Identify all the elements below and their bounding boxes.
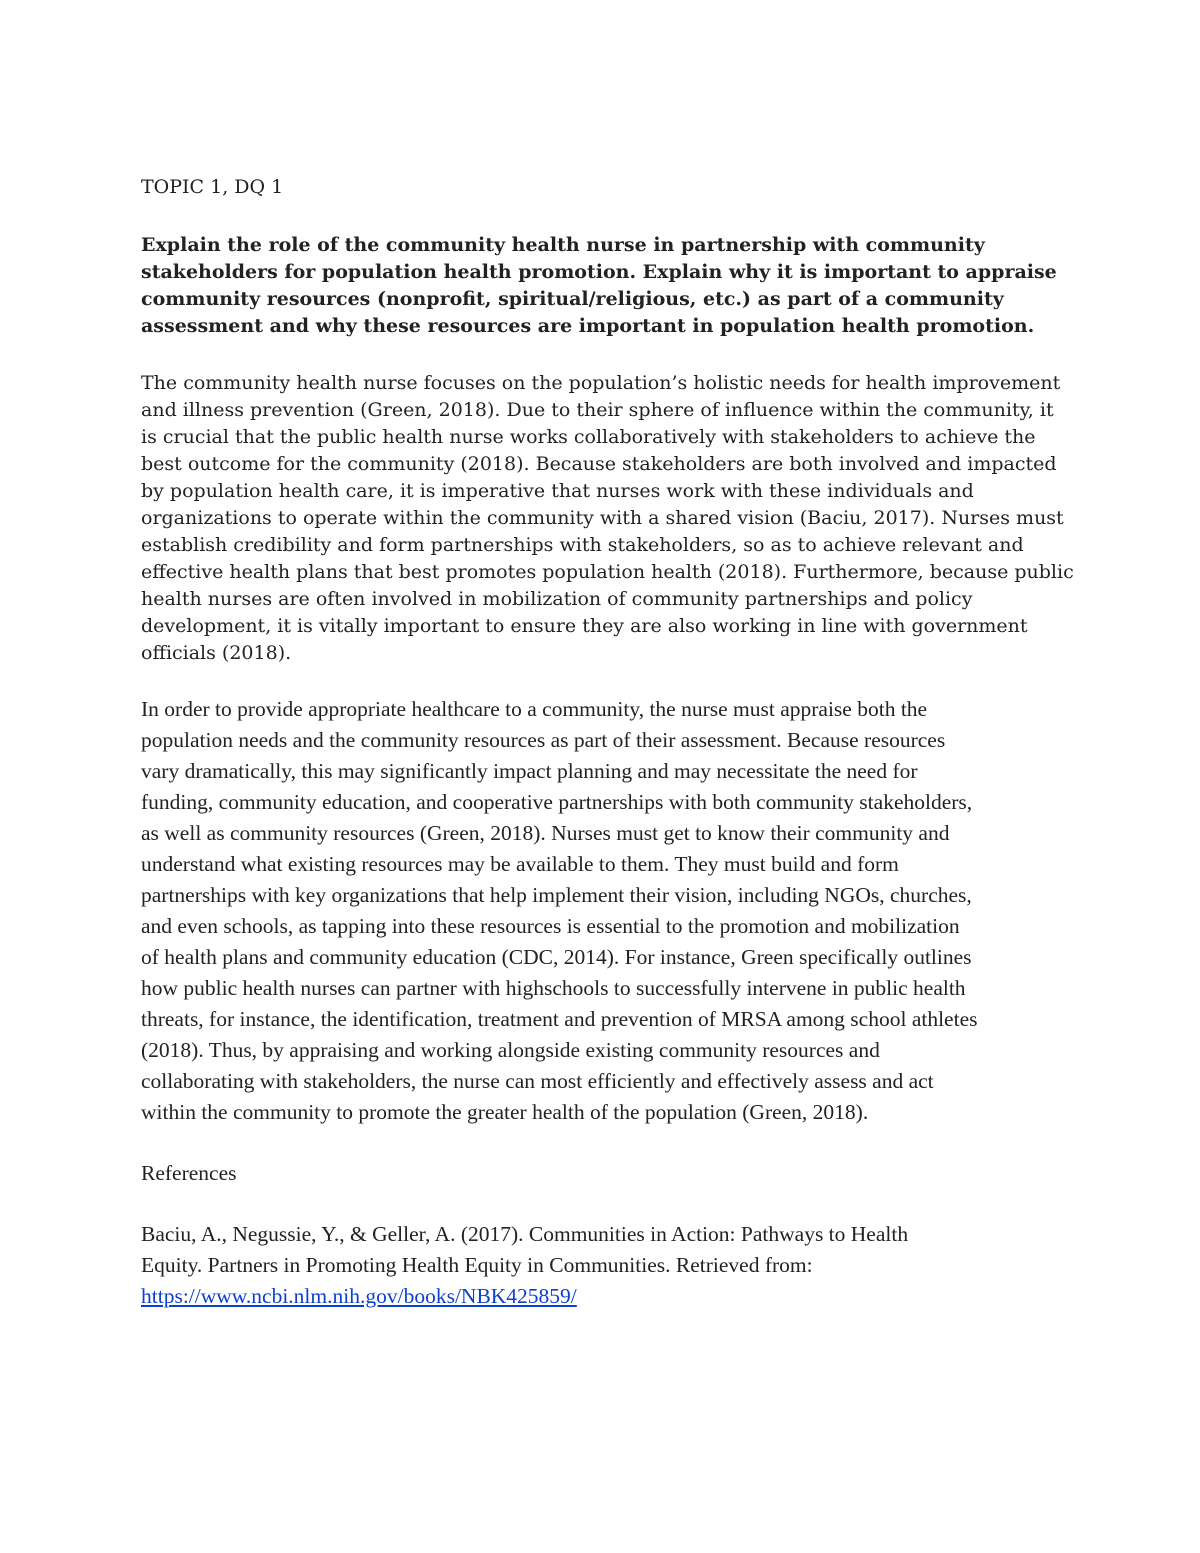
- paragraph-line: by population health care, it is imperative that nurses work with these individuals and: [141, 480, 974, 502]
- paragraph-line: development, it is vitally important to ensure they are also working in line with government: [141, 615, 1028, 637]
- paragraph-line: In order to provide appropriate healthcare to a community, the nurse must appraise both the: [141, 697, 928, 721]
- paragraph-line: officials (2018).: [141, 642, 292, 664]
- paragraph-line: establish credibility and form partnerships with stakeholders, so as to achieve relevant and: [141, 534, 1024, 556]
- paragraph-line: understand what existing resources may be available to them. They must build and form: [141, 852, 899, 876]
- paragraph-line: partnerships with key organizations that help implement their vision, including NGOs, churches,: [141, 883, 972, 907]
- prompt-line: community resources (nonprofit, spiritual/religious, etc.) as part of a community: [141, 288, 1004, 310]
- paragraph-line: best outcome for the community (2018). Because stakeholders are both involved and impacted: [141, 453, 1057, 475]
- paragraph-line: health nurses are often involved in mobilization of community partnerships and policy: [141, 588, 973, 610]
- paragraph-line: of health plans and community education (CDC, 2014). For instance, Green specifically outlines: [141, 945, 972, 969]
- paragraph-line: is crucial that the public health nurse works collaboratively with stakeholders to achieve the: [141, 426, 1036, 448]
- reference-entry: [141, 1219, 1071, 1312]
- reference-line: Baciu, A., Negussie, Y., & Geller, A. (2017). Communities in Action: Pathways to Health: [141, 1222, 909, 1246]
- prompt-line: stakeholders for population health promotion. Explain why it is important to appraise: [141, 261, 1057, 283]
- paragraph-line: and even schools, as tapping into these resources is essential to the promotion and mobilization: [141, 914, 960, 938]
- paragraph-line: organizations to operate within the community with a shared vision (Baciu, 2017). Nurses must: [141, 507, 1064, 529]
- prompt-line: assessment and why these resources are important in population health promotion.: [141, 315, 1035, 337]
- reference-line: Equity. Partners in Promoting Health Equity in Communities. Retrieved from:: [141, 1253, 813, 1277]
- body-paragraph-1: [141, 370, 1074, 667]
- paragraph-line: funding, community education, and cooperative partnerships with both community stakeholders,: [141, 790, 973, 814]
- paragraph-line: effective health plans that best promotes population health (2018). Furthermore, because public: [141, 561, 1074, 583]
- prompt-line: Explain the role of the community health nurse in partnership with community: [141, 234, 985, 256]
- paragraph-line: as well as community resources (Green, 2018). Nurses must get to know their community and: [141, 821, 950, 845]
- document-page: [141, 174, 1074, 1312]
- paragraph-line: how public health nurses can partner with highschools to successfully intervene in public health: [141, 976, 966, 1000]
- paragraph-line: collaborating with stakeholders, the nurse can most efficiently and effectively assess and act: [141, 1069, 934, 1093]
- body-paragraph-2: [141, 694, 1071, 1128]
- paragraph-line: The community health nurse focuses on the population’s holistic needs for health improvement: [141, 372, 1061, 394]
- paragraph-line: and illness prevention (Green, 2018). Due to their sphere of influence within the community, it: [141, 399, 1054, 421]
- paragraph-line: population needs and the community resources as part of their assessment. Because resources: [141, 728, 946, 752]
- topic-heading: TOPIC 1, DQ 1: [141, 176, 284, 198]
- paragraph-line: vary dramatically, this may significantly impact planning and may necessitate the need for: [141, 759, 918, 783]
- paragraph-line: within the community to promote the greater health of the population (Green, 2018).: [141, 1100, 869, 1124]
- paragraph-line: threats, for instance, the identification, treatment and prevention of MRSA among school athletes: [141, 1007, 978, 1031]
- reference-link[interactable]: https://www.ncbi.nlm.nih.gov/books/NBK425859/: [141, 1284, 577, 1308]
- paragraph-line: (2018). Thus, by appraising and working alongside existing community resources and: [141, 1038, 880, 1062]
- discussion-prompt: [141, 232, 1071, 340]
- references-heading: References: [141, 1161, 237, 1185]
